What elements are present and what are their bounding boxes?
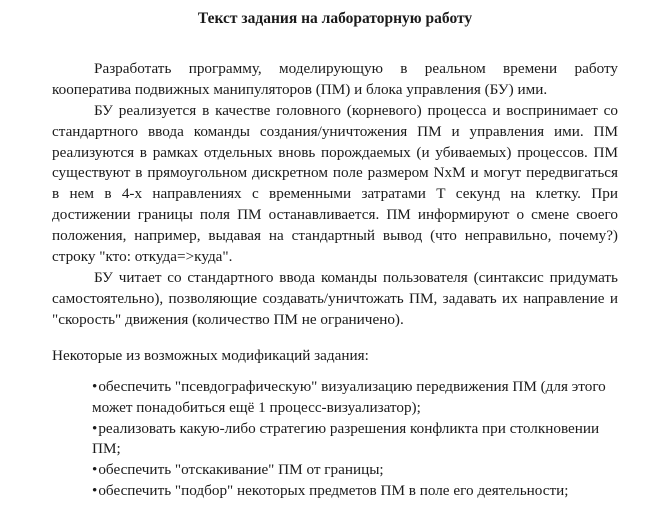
modifications-list bbox=[92, 377, 622, 502]
list-item-text: реализовать какую-либо стратегию разрешения конфликта при столкновении ПМ; bbox=[92, 419, 600, 458]
list-item bbox=[92, 419, 622, 461]
bullet-icon: • bbox=[92, 378, 98, 395]
list-item bbox=[92, 377, 622, 419]
document-title: Текст задания на лабораторную работу bbox=[197, 10, 473, 27]
list-item bbox=[92, 481, 622, 502]
paragraph-intro: Разработать программу, моделирующую в реальном времени работу кооператива подвижных манипуляторов (ПМ) и блока управления (БУ) ими. bbox=[52, 60, 618, 98]
list-item-text: обеспечить "псевдографическую" визуализацию передвижения ПМ (для этого может понадобиться ещё 1 процесс-визуализатор); bbox=[92, 378, 606, 416]
modifications-heading: Некоторые из возможных модификаций задания: bbox=[52, 347, 369, 364]
bullet-icon: • bbox=[92, 481, 98, 499]
bullet-icon: • bbox=[92, 419, 98, 437]
paragraph-control-unit: БУ реализуется в качестве головного (корневого) процесса и воспринимает со стандартного ввода команды создания/уничтожения ПМ и управления ими. ПМ реализуются в рамках отдельных вновь порождаемых (и убиваемых) процессов. ПМ существуют в прямоугольном дискретном поле размером NxM и могут передвигаться в нем в 4-х направлениях с временными затратами Т секунд на клетку. При достижении границы поля ПМ останавливается. ПМ информируют о смене своего положения, например, выдавая на стандартный вывод (что неправильно, почему?) строку "кто: откуда=>куда". bbox=[52, 102, 618, 265]
paragraph-commands: БУ читает со стандартного ввода команды пользователя (синтаксис придумать самостоятельно), позволяющие создавать/уничтожать ПМ, задавать их направление и "скорость" движения (количество ПМ не ограничено). bbox=[52, 269, 618, 328]
list-item-text: обеспечить "подбор" некоторых предметов ПМ в поле его деятельности; bbox=[98, 481, 569, 499]
list-item bbox=[92, 460, 622, 481]
list-item-text: обеспечить "отскакивание" ПМ от границы; bbox=[98, 461, 384, 479]
bullet-icon: • bbox=[92, 461, 98, 479]
